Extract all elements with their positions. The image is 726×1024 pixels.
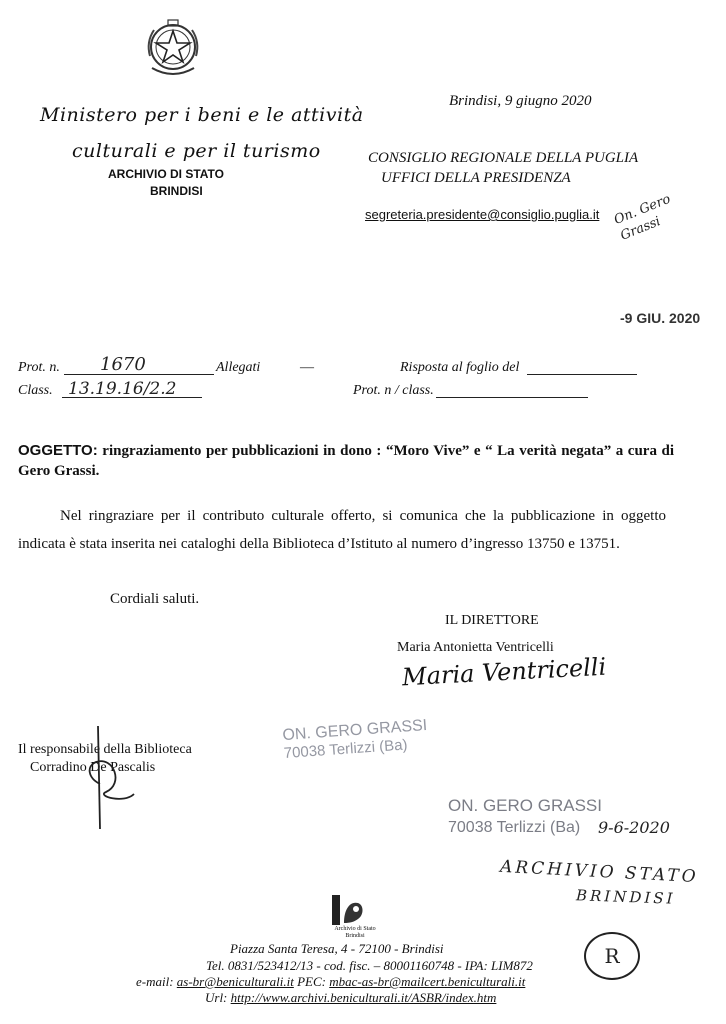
stamp-2-line2: 70038 Terlizzi (Ba): [448, 819, 581, 836]
library-manager-line2: Corradino De Pascalis: [30, 760, 156, 775]
footer-email-link[interactable]: as-br@beniculturali.it: [176, 974, 294, 989]
logo-caption-line2: Brindisi: [345, 933, 365, 939]
circled-letter-text: R: [604, 944, 620, 968]
closing: Cordiali saluti.: [110, 591, 200, 607]
prot-label: Prot. n.: [18, 360, 60, 375]
allegati-value: —: [300, 360, 314, 375]
risposta-rule: [527, 374, 637, 375]
allegati-label: Allegati: [216, 360, 261, 375]
stamp-1-line1: ON. GERO GRASSI: [281, 716, 428, 745]
body-text: Nel ringraziare per il contributo culturale offerto, si comunica che la pubblicazione in oggetto indicata è stata inserita nei cataloghi della Biblioteca d’Istituto al numero d’ingresso 13750 e 13751.: [18, 508, 666, 552]
archive-name-line1: ARCHIVIO DI STATO: [108, 167, 225, 181]
recipient-line2: UFFICI DELLA PRESIDENZA: [381, 170, 571, 186]
archive-name-line2: BRINDISI: [150, 184, 203, 198]
handwritten-date: 9-6-2020: [598, 818, 670, 837]
risposta-label: Risposta al foglio del: [400, 360, 520, 375]
footer-email-label: e-mail:: [136, 974, 174, 989]
library-manager-line1: Il responsabile della Biblioteca: [18, 742, 192, 757]
footer-pec-link[interactable]: mbac-as-br@mailcert.beniculturali.it: [329, 974, 526, 989]
republic-emblem: [142, 16, 204, 82]
handwritten-annotation: On. Gero Grassi: [612, 191, 673, 244]
director-signature: Maria Ventricelli: [401, 652, 607, 692]
prot-value: 1670: [100, 354, 146, 375]
logo-caption: [330, 926, 380, 940]
body-paragraph: [18, 502, 666, 558]
footer-phone: Tel. 0831/523412/13 - cod. fisc. – 80001160748 - IPA: LIM872: [206, 958, 533, 973]
footer-url-line: [205, 990, 496, 1006]
prot-class-label: Prot. n / class.: [353, 383, 434, 398]
date-line: Brindisi, 9 giugno 2020: [449, 93, 592, 109]
footer-pec-label: PEC:: [297, 974, 326, 989]
class-label: Class.: [18, 383, 53, 398]
library-manager-signature: [84, 724, 144, 834]
subject: [18, 441, 674, 481]
stamp-1-line2: 70038 Terlizzi (Ba): [283, 736, 409, 763]
recipient-line1: CONSIGLIO REGIONALE DELLA PUGLIA: [368, 150, 639, 166]
signatory-name: Maria Antonietta Ventricelli: [397, 640, 554, 655]
ministry-line1: Ministero per i beni e le attività: [40, 104, 364, 126]
footer-email-line: [136, 974, 525, 990]
ministry-line2: culturali e per il turismo: [72, 140, 321, 162]
handwritten-archive-line2: BRINDISI: [575, 886, 676, 908]
received-date-stamp: -9 GIU. 2020: [620, 310, 701, 326]
stamp-2-line1: ON. GERO GRASSI: [448, 796, 602, 815]
handwritten-archive-line1: ARCHIVIO STATO: [499, 856, 700, 888]
stamp-2: [448, 796, 602, 837]
footer-url-link[interactable]: http://www.archivi.beniculturali.it/ASBR/index.htm: [230, 990, 497, 1005]
subject-label: OGGETTO:: [18, 442, 98, 459]
prot-class-rule: [436, 397, 588, 398]
stamp-1: [282, 717, 429, 762]
recipient-email[interactable]: segreteria.presidente@consiglio.puglia.it: [365, 207, 600, 222]
footer-url-label: Url:: [205, 990, 228, 1005]
mibac-logo: [332, 895, 366, 925]
circled-letter: [584, 932, 640, 980]
subject-text: ringraziamento per pubblicazioni in dono : “Moro Vive” e “ La verità negata” a cura di Gero Grassi.: [18, 443, 675, 479]
logo-caption-line1: Archivio di Stato: [334, 926, 376, 932]
signatory-title: IL DIRETTORE: [445, 613, 539, 628]
footer-address: Piazza Santa Teresa, 4 - 72100 - Brindisi: [230, 941, 444, 956]
class-value: 13.19.16/2.2: [68, 379, 177, 399]
